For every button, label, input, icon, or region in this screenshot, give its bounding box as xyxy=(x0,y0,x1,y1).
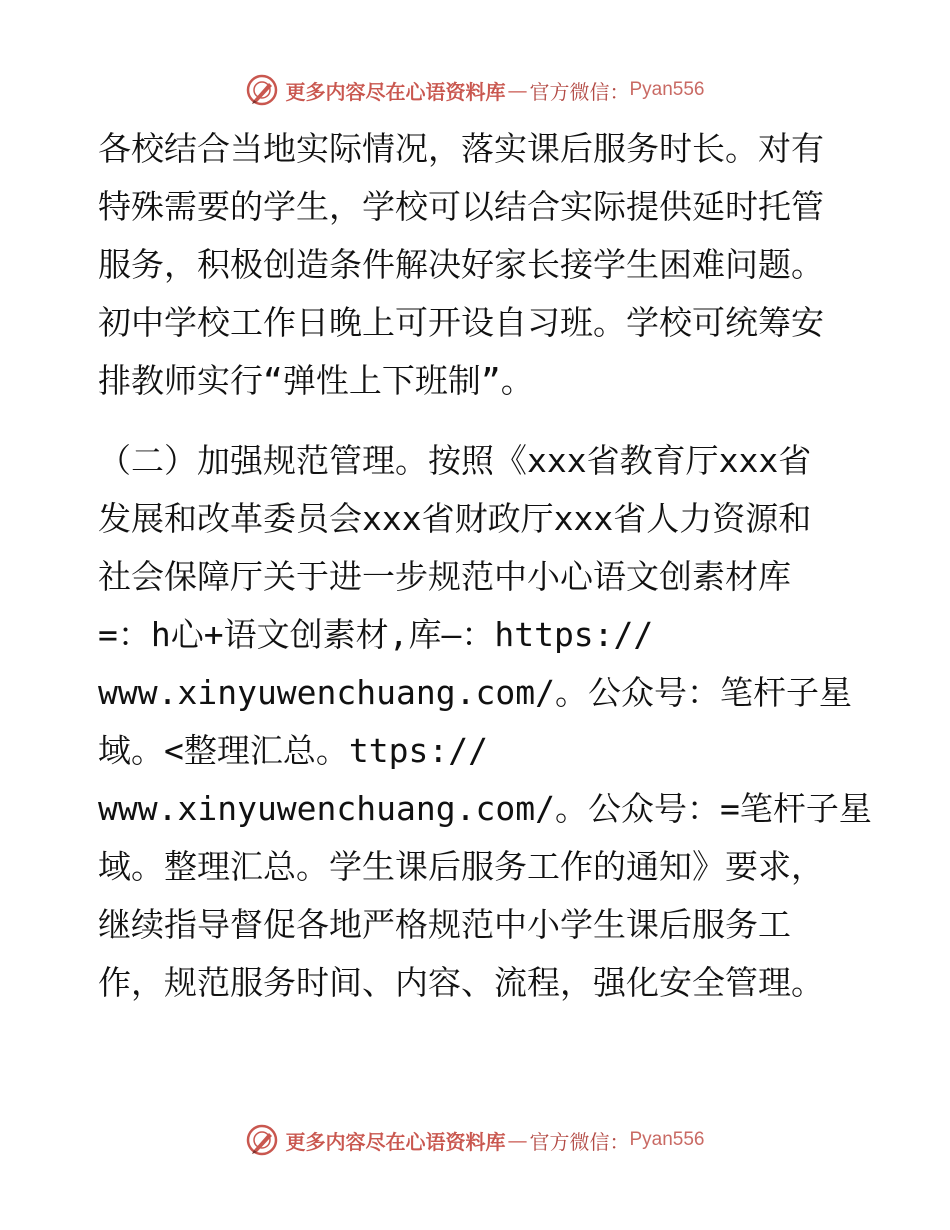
document-body xyxy=(98,120,872,1012)
text-line: 社会保障厅关于进一步规范中小心语文创素材库 xyxy=(98,557,791,596)
banner-dash: — xyxy=(507,1128,528,1152)
paragraph-1 xyxy=(98,120,868,410)
text-line: 初中学校工作日晚上可开设自习班。学校可统筹安 xyxy=(98,303,824,342)
text-line: （二）加强规范管理。按照《xxx省教育厅xxx省 xyxy=(98,441,812,480)
text-line: www.xinyuwenchuang.com/。公众号：笔杆子星 xyxy=(98,673,852,712)
pen-logo-icon xyxy=(245,73,279,107)
text-line: 排教师实行“弹性上下班制”。 xyxy=(98,361,534,400)
text-line: 域。<整理汇总。ttps:// xyxy=(98,731,488,770)
text-line: 各校结合当地实际情况，落实课后服务时长。对有 xyxy=(98,129,824,168)
banner-text: 更多内容尽在心语资料库 xyxy=(285,1129,506,1154)
footer-banner xyxy=(0,1120,950,1160)
text-line: 特殊需要的学生，学校可以结合实际提供延时托管 xyxy=(98,187,824,226)
text-line: www.xinyuwenchuang.com/。公众号：=笔杆子星 xyxy=(98,789,872,828)
header-banner xyxy=(0,70,950,110)
banner-wechat-id: Pyan556 xyxy=(629,1129,705,1150)
pen-logo-icon xyxy=(245,1123,279,1157)
banner-wechat-label: 官方微信： xyxy=(529,1129,630,1154)
text-line: 服务，积极创造条件解决好家长接学生困难问题。 xyxy=(98,245,824,284)
text-line: 发展和改革委员会xxx省财政厅xxx省人力资源和 xyxy=(98,499,812,538)
banner-wechat-id: Pyan556 xyxy=(629,79,705,100)
banner-wechat-label: 官方微信： xyxy=(529,79,630,104)
banner-text: 更多内容尽在心语资料库 xyxy=(285,79,506,104)
paragraph-2 xyxy=(98,432,872,1012)
text-line: 作，规范服务时间、内容、流程，强化安全管理。 xyxy=(98,963,824,1002)
banner-dash: — xyxy=(507,78,528,102)
text-line: 继续指导督促各地严格规范中小学生课后服务工 xyxy=(98,905,791,944)
text-line: 域。整理汇总。学生课后服务工作的通知》要求， xyxy=(98,847,824,886)
text-line: =：h心+语文创素材,库—：https:// xyxy=(98,615,654,654)
paragraph-gap xyxy=(98,410,868,432)
